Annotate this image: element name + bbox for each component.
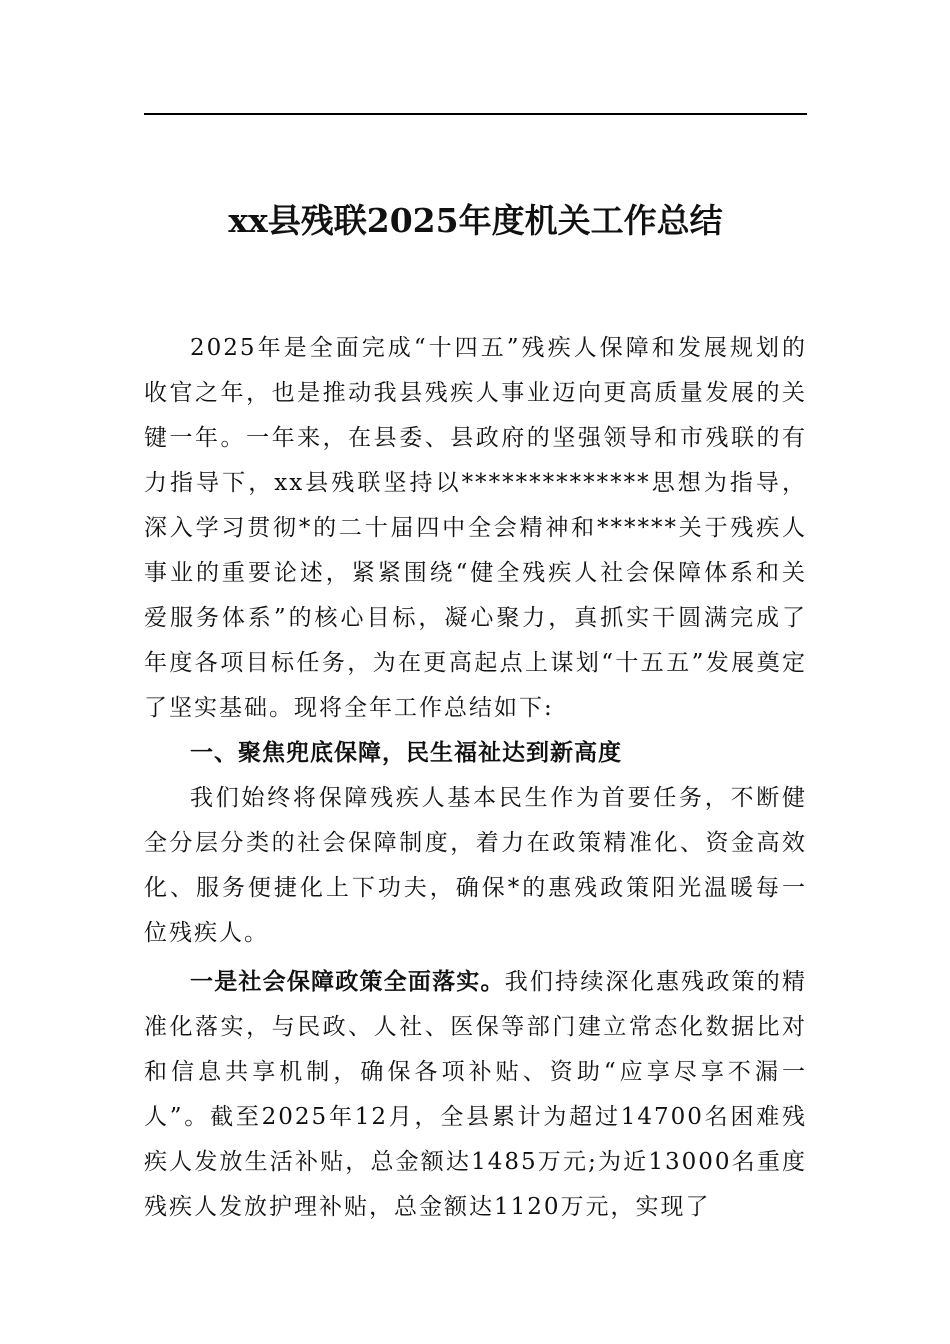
intro-paragraph: 2025年是全面完成“十四五”残疾人保障和发展规划的收官之年，也是推动我县残疾人事业迈向更高质量发展的关键一年。一年来，在县委、县政府的坚强领导和市残联的有力指导下，xx县残联坚持以**************思想为指导，深入学习贯彻*的二十届四中全会精神和******关于残疾人事业的重要论述，紧紧围绕“健全残疾人社会保障体系和关爱服务体系”的核心目标，凝心聚力，真抓实干圆满完成了年度各项目标任务，为在更高起点上谋划“十五五”发展奠定了坚实基础。现将全年工作总结如下:: [144, 335, 807, 721]
header-rule: [144, 113, 807, 115]
document-body: [144, 326, 807, 1230]
section-heading-1: 一、聚焦兜底保障，民生福祉达到新高度: [190, 740, 622, 766]
item-1-text: 我们持续深化惠残政策的精准化落实，与民政、人社、医保等部门建立常态化数据比对和信息共享机制，确保各项补贴、资助“应享尽享不漏一人”。截至2025年12月，全县累计为超过14700名困难残疾人发放生活补贴，总金额达1485万元;为近13000名重度残疾人发放护理补贴，总金额达1120万元，实现了: [144, 969, 808, 1220]
document-title: xx县残联2025年度机关工作总结: [228, 201, 723, 240]
item-1-paragraph: [144, 960, 807, 1230]
item-1-lead: 一是社会保障政策全面落实。: [190, 969, 505, 995]
section-1-intro-paragraph: 我们始终将保障残疾人基本民生作为首要任务，不断健全分层分类的社会保障制度，着力在政策精准化、资金高效化、服务便捷化上下功夫，确保*的惠残政策阳光温暖每一位残疾人。: [144, 785, 807, 946]
